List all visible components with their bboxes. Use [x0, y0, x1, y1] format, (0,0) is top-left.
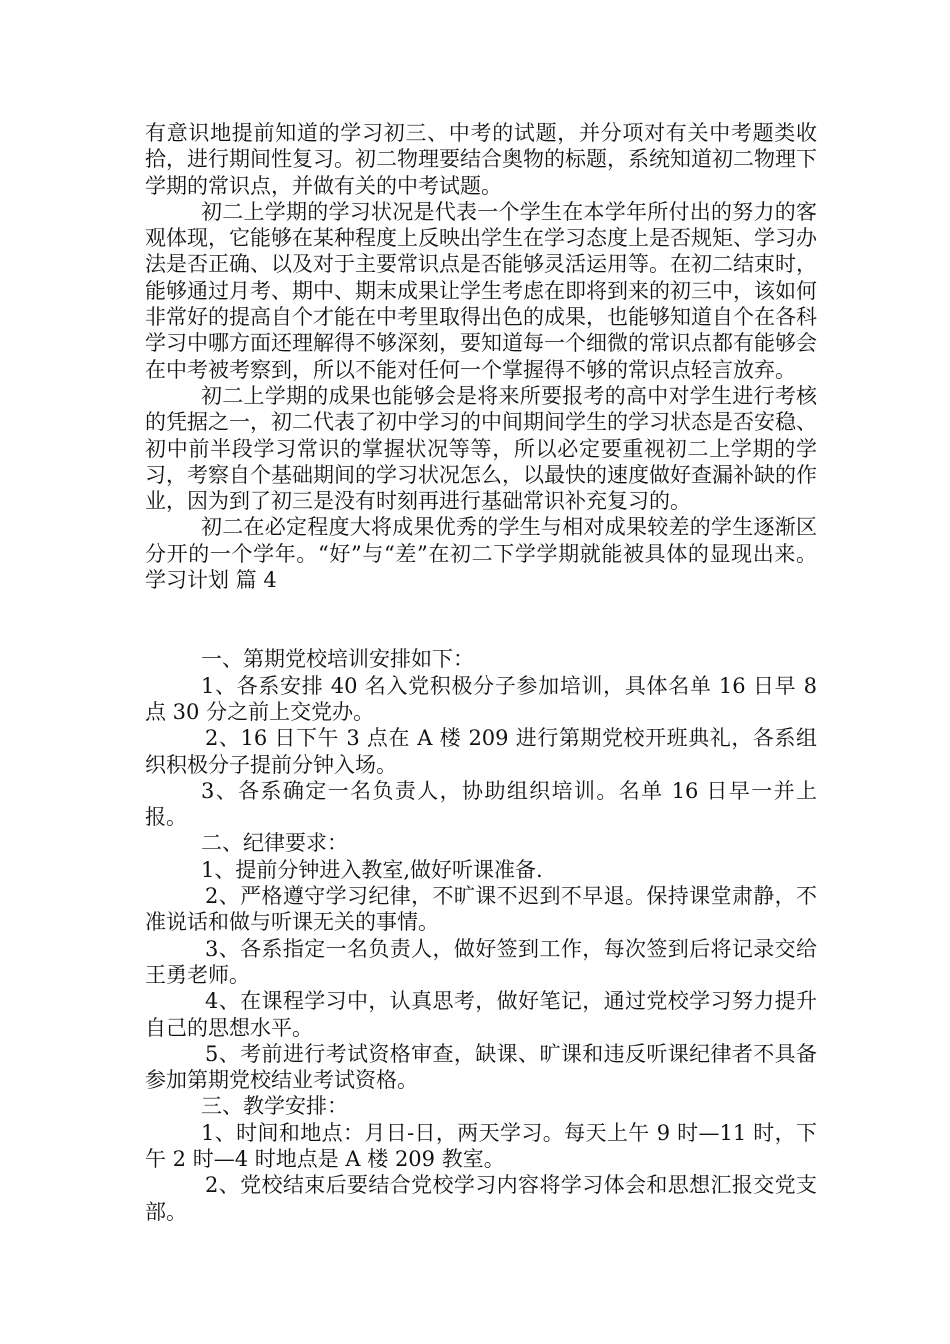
list-item: 2、16 日下午 3 点在 A 楼 209 进行第期党校开班典礼，各系组织积极分子提前分钟入场。 [145, 726, 817, 777]
list-item: 1、提前分钟进入教室,做好听课准备. [201, 857, 543, 882]
body-paragraph: 初二在必定程度大将成果优秀的学生与相对成果较差的学生逐渐区分开的一个学年。“好”与“差”在初二下学学期就能被具体的显现出来。学习计划 篇 4 [145, 515, 817, 593]
section-heading: 二、纪律要求： [201, 831, 348, 856]
list-item: 2、党校结束后要结合党校学习内容将学习体会和思想汇报交党支部。 [145, 1173, 817, 1224]
list-item: 5、考前进行考试资格审查，缺课、旷课和违反听课纪律者不具备参加第期党校结业考试资格。 [145, 1041, 817, 1093]
section-heading: 一、第期党校培训安排如下： [201, 647, 474, 672]
body-paragraph: 初二上学期的学习状况是代表一个学生在本学年所付出的努力的客观体现，它能够在某种程度上反映出学生在学习态度上是否规矩、学习办法是否正确、以及对于主要常识点是否能够灵活运用等。在初二结束时，能够通过月考、期中、期末成果让学生考虑在即将到来的初三中，该如何非常好的提高自个才能在中考里取得出色的成果，也能够知道自个在各科学习中哪方面还理解得不够深刻，要知道每一个细微的常识点都有能够会在中考被考察到，所以不能对任何一个掌握得不够的常识点轻言放弃。 [145, 199, 817, 382]
section-gap [145, 593, 817, 646]
body-paragraph: 初二上学期的成果也能够会是将来所要报考的高中对学生进行考核的凭据之一，初二代表了初中学习的中间期间学生的学习状态是否安稳、初中前半段学习常识的掌握状况等等，所以必定要重视初二上学期的学习，考察自个基础期间的学习状况怎么，以最快的速度做好查漏补缺的作业，因为到了初三是没有时刻再进行基础常识补充复习的。 [145, 383, 817, 514]
section-heading: 三、教学安排： [201, 1094, 348, 1119]
list-item: 1、各系安排 40 名入党积极分子参加培训，具体名单 16 日早 8 点 30 分之前上交党办。 [145, 673, 817, 724]
list-item: 2、严格遵守学习纪律，不旷课不迟到不早退。保持课堂肃静，不准说话和做与听课无关的事情。 [145, 884, 817, 935]
body-paragraph: 有意识地提前知道的学习初三、中考的试题，并分项对有关中考题类收拾，进行期间性复习。初二物理要结合奥物的标题，系统知道初二物理下学期的常识点，并做有关的中考试题。 [145, 121, 817, 198]
list-item: 3、各系确定一名负责人，协助组织培训。名单 16 日早一并上报。 [145, 778, 817, 830]
list-item: 4、在课程学习中，认真思考，做好笔记，通过党校学习努力提升自己的思想水平。 [145, 989, 817, 1040]
list-item: 3、各系指定一名负责人，做好签到工作，每次签到后将记录交给王勇老师。 [145, 936, 817, 987]
document-page [145, 120, 817, 1225]
list-item: 1、时间和地点：月日-日，两天学习。每天上午 9 时—11 时，下午 2 时—4 时地点是 A 楼 209 教室。 [145, 1120, 817, 1171]
